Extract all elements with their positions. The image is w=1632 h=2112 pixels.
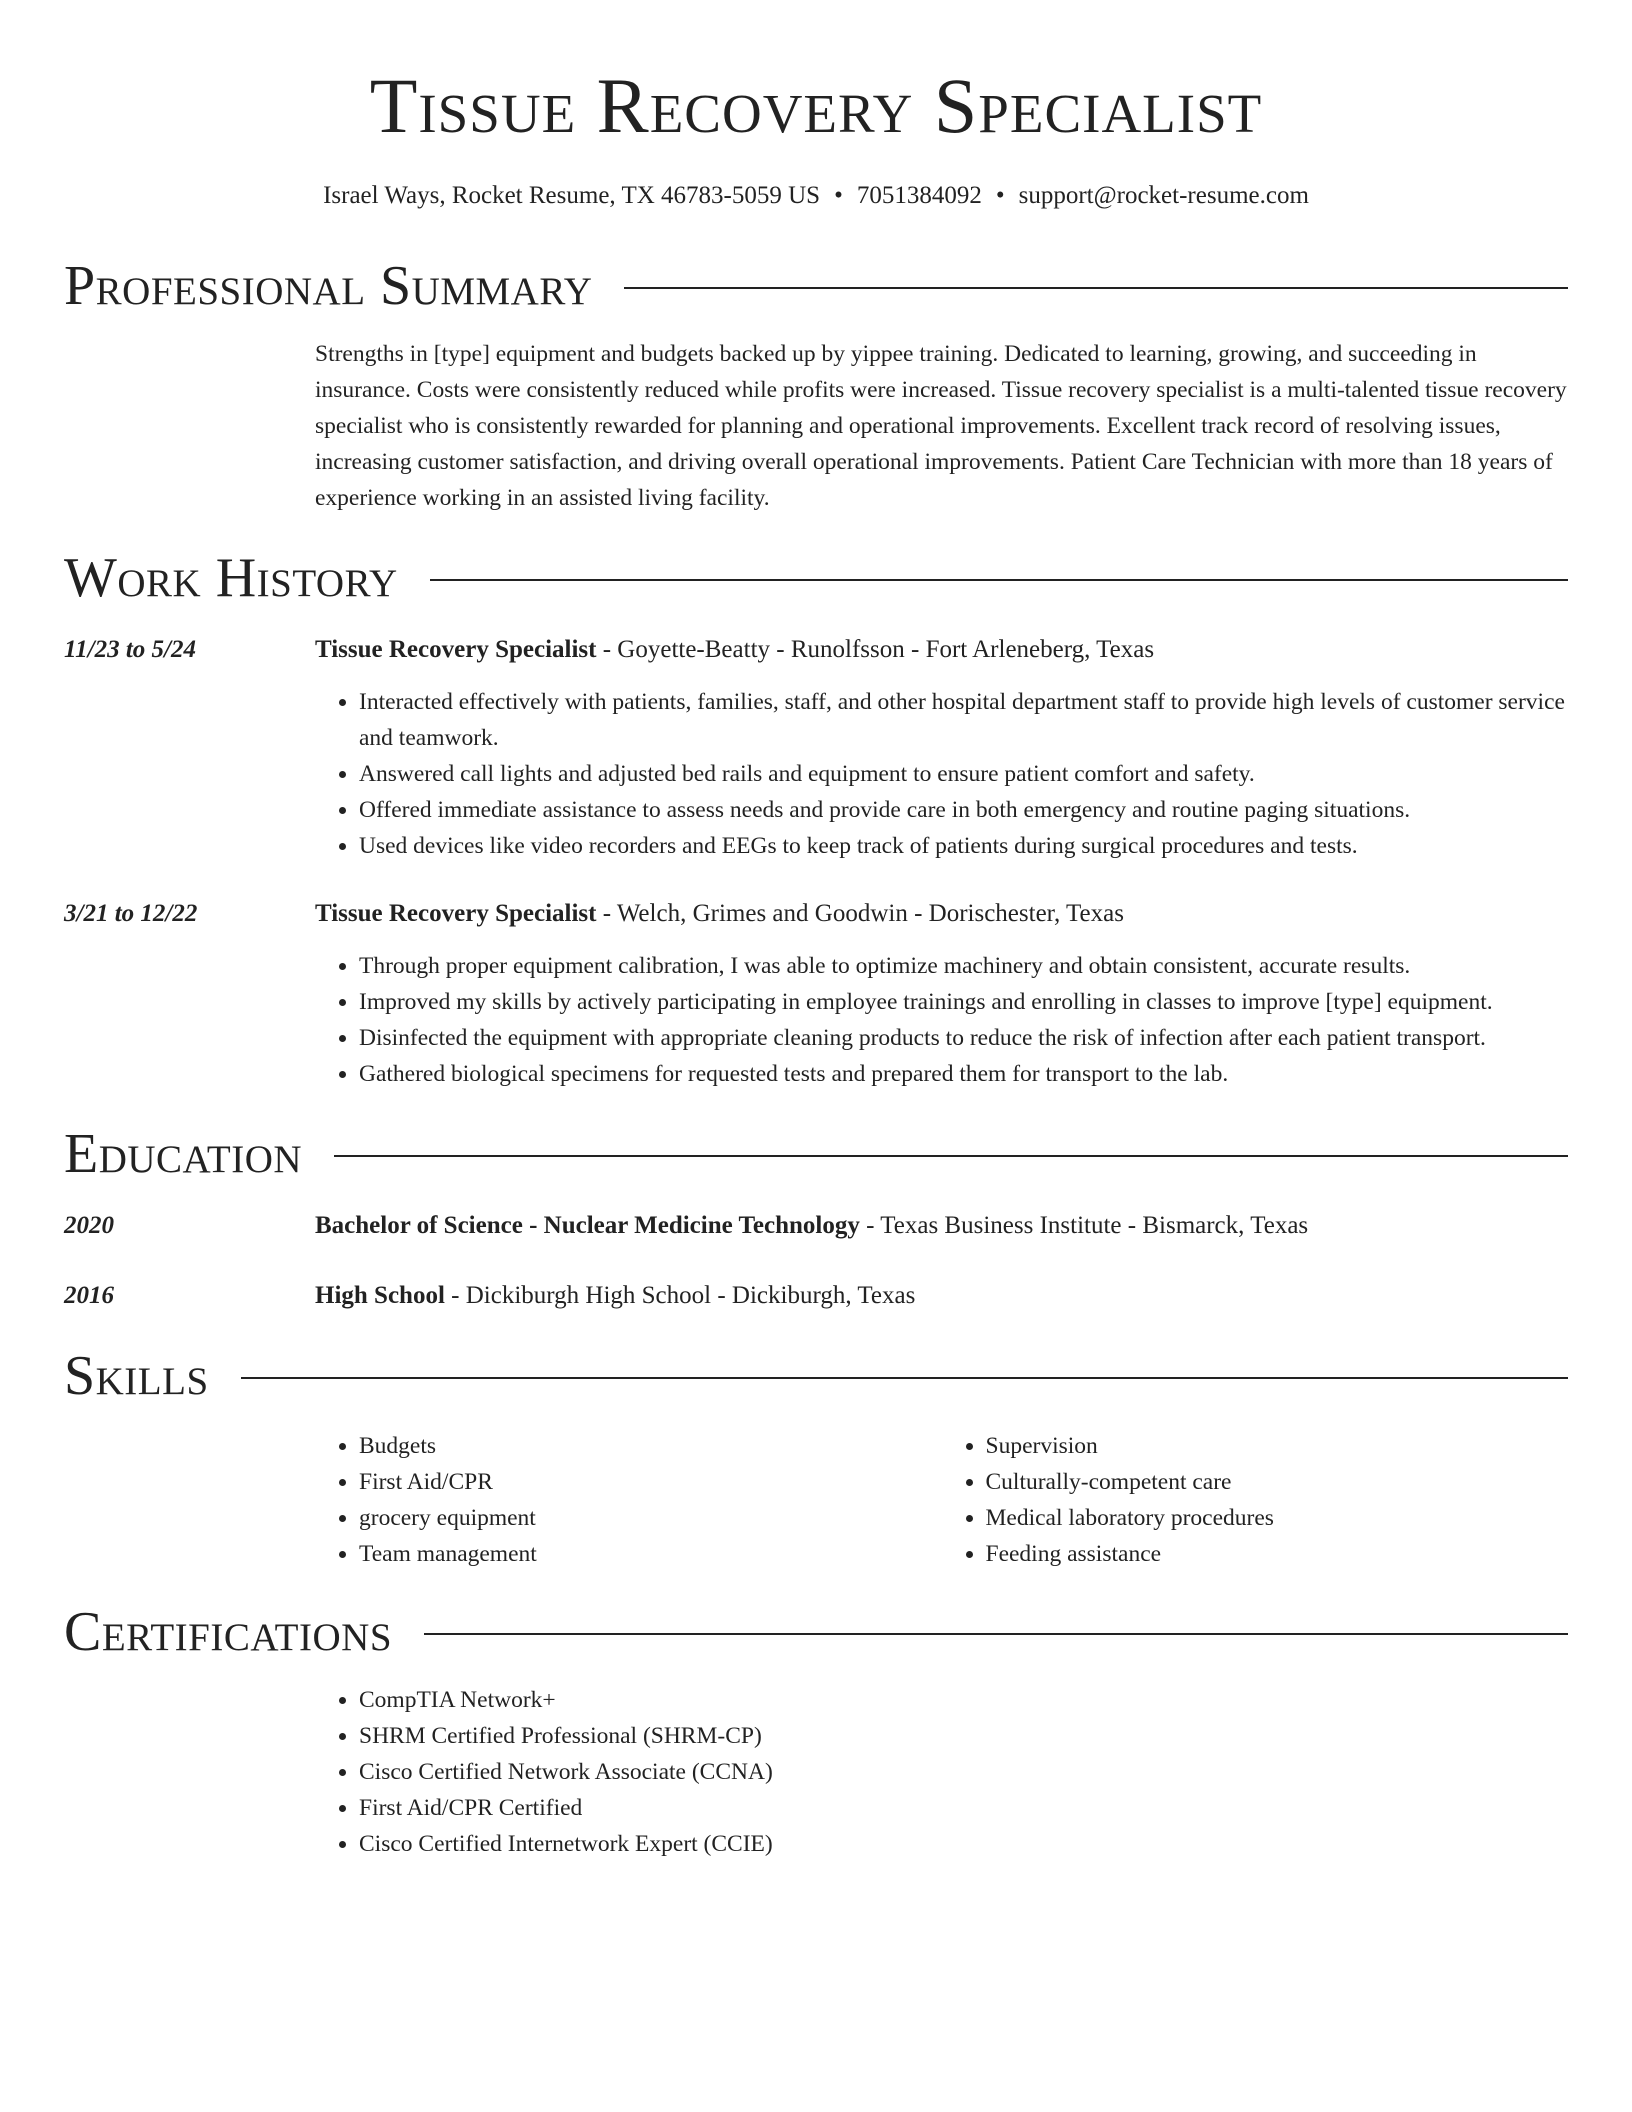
- education-entry: [64, 1208, 1568, 1244]
- contact-address: Israel Ways, Rocket Resume, TX 46783-5059 US: [323, 182, 821, 209]
- contact-phone: 7051384092: [856, 182, 982, 209]
- list-item: • Medical laboratory procedures: [986, 1500, 1569, 1536]
- list-item: • Gathered biological specimens for requested tests and prepared them for transport to the lab.: [359, 1056, 1568, 1092]
- section-rule: [624, 287, 1568, 289]
- job-details: - Goyette-Beatty - Runolfsson - Fort Arleneberg, Texas: [596, 636, 1155, 663]
- skills-grid: [315, 1428, 1568, 1572]
- list-item: • Team management: [359, 1536, 942, 1572]
- section-header-work-history: [64, 546, 1568, 610]
- section-header-certifications: [64, 1600, 1568, 1664]
- section-rule: [430, 579, 1568, 581]
- contact-line: [64, 178, 1568, 214]
- list-item: • CompTIA Network+: [359, 1682, 1568, 1718]
- section-rule: [241, 1377, 1568, 1379]
- job-details: - Welch, Grimes and Goodwin - Dorischester, Texas: [596, 900, 1124, 927]
- section-header-skills: [64, 1344, 1568, 1408]
- list-item: • Budgets: [359, 1428, 942, 1464]
- list-item: • First Aid/CPR: [359, 1464, 942, 1500]
- contact-separator: •: [995, 182, 1005, 209]
- summary-row: [64, 336, 1568, 516]
- certifications-list: [315, 1682, 1568, 1862]
- certifications-row: [64, 1682, 1568, 1862]
- contact-email: support@rocket-resume.com: [1018, 182, 1309, 209]
- skills-column-right: [942, 1428, 1569, 1572]
- list-item: • Interacted effectively with patients, families, staff, and other hospital department staff to provide high levels of customer service and teamwork.: [359, 684, 1568, 756]
- section-title-work-history: Work History: [64, 547, 398, 609]
- section-rule: [424, 1633, 1568, 1635]
- skills-column-left: [315, 1428, 942, 1572]
- list-item: • Improved my skills by actively participating in employee trainings and enrolling in classes to improve [type] equipment.: [359, 984, 1568, 1020]
- contact-separator: •: [834, 182, 843, 209]
- list-item: • Answered call lights and adjusted bed rails and equipment to ensure patient comfort and safety.: [359, 756, 1568, 792]
- job-heading: [315, 632, 1568, 668]
- list-item: • Disinfected the equipment with appropriate cleaning products to reduce the risk of infection after each patient transport.: [359, 1020, 1568, 1056]
- resume-page: [64, 0, 1568, 1862]
- job-title: Tissue Recovery Specialist: [315, 636, 597, 663]
- education-year: 2016: [64, 1282, 114, 1309]
- section-header-summary: [64, 254, 1568, 318]
- section-rule: [334, 1155, 1568, 1157]
- job-dates: 11/23 to 5/24: [64, 636, 196, 663]
- section-title-certifications: Certifications: [64, 1601, 393, 1663]
- list-item: • Supervision: [986, 1428, 1569, 1464]
- list-item: • Through proper equipment calibration, I was able to optimize machinery and obtain consistent, accurate results.: [359, 948, 1568, 984]
- list-item: • Feeding assistance: [986, 1536, 1569, 1572]
- summary-text: Strengths in [type] equipment and budgets backed up by yippee training. Dedicated to learning, growing, and succeeding in insurance. Costs were consistently reduced while profits were increased. Tissue recovery specialist is a multi-talented tissue recovery specialist who is consistently rewarded for planning and operational improvements. Excellent track record of resolving issues, increasing customer satisfaction, and driving overall operational improvements. Patient Care Technician with more than 18 years of experience working in an assisted living facility.: [315, 341, 1567, 511]
- education-details: - Texas Business Institute - Bismarck, Texas: [859, 1212, 1309, 1239]
- section-title-education: Education: [64, 1123, 303, 1185]
- education-entry: [64, 1278, 1568, 1314]
- education-details: - Dickiburgh High School - Dickiburgh, Texas: [444, 1282, 916, 1309]
- education-year: 2020: [64, 1212, 114, 1239]
- resume-title: Tissue Recovery Specialist: [369, 62, 1263, 149]
- list-item: • grocery equipment: [359, 1500, 942, 1536]
- list-item: • Used devices like video recorders and EEGs to keep track of patients during surgical procedures and tests.: [359, 828, 1568, 864]
- list-item: • SHRM Certified Professional (SHRM-CP): [359, 1718, 1568, 1754]
- list-item: • Culturally-competent care: [986, 1464, 1569, 1500]
- job-entry: [64, 632, 1568, 864]
- skills-spacer: [64, 1428, 315, 1572]
- list-item: • Cisco Certified Network Associate (CCNA): [359, 1754, 1568, 1790]
- list-item: • First Aid/CPR Certified: [359, 1790, 1568, 1826]
- section-title-summary: Professional Summary: [64, 255, 593, 317]
- education-heading: [315, 1208, 1568, 1244]
- list-item: • Cisco Certified Internetwork Expert (CCIE): [359, 1826, 1568, 1862]
- job-bullets: [315, 684, 1568, 864]
- job-bullets: [315, 948, 1568, 1092]
- section-title-skills: Skills: [64, 1345, 209, 1407]
- job-dates: 3/21 to 12/22: [64, 900, 198, 927]
- certifications-spacer: [64, 1682, 315, 1862]
- skills-row: [64, 1428, 1568, 1572]
- job-entry: [64, 896, 1568, 1092]
- job-title: Tissue Recovery Specialist: [315, 900, 597, 927]
- education-heading: [315, 1278, 1568, 1314]
- summary-spacer: [64, 336, 315, 516]
- list-item: • Offered immediate assistance to assess needs and provide care in both emergency and routine paging situations.: [359, 792, 1568, 828]
- section-header-education: [64, 1122, 1568, 1186]
- education-degree: Bachelor of Science - Nuclear Medicine Technology: [315, 1212, 860, 1239]
- job-heading: [315, 896, 1568, 932]
- education-degree: High School: [315, 1282, 445, 1309]
